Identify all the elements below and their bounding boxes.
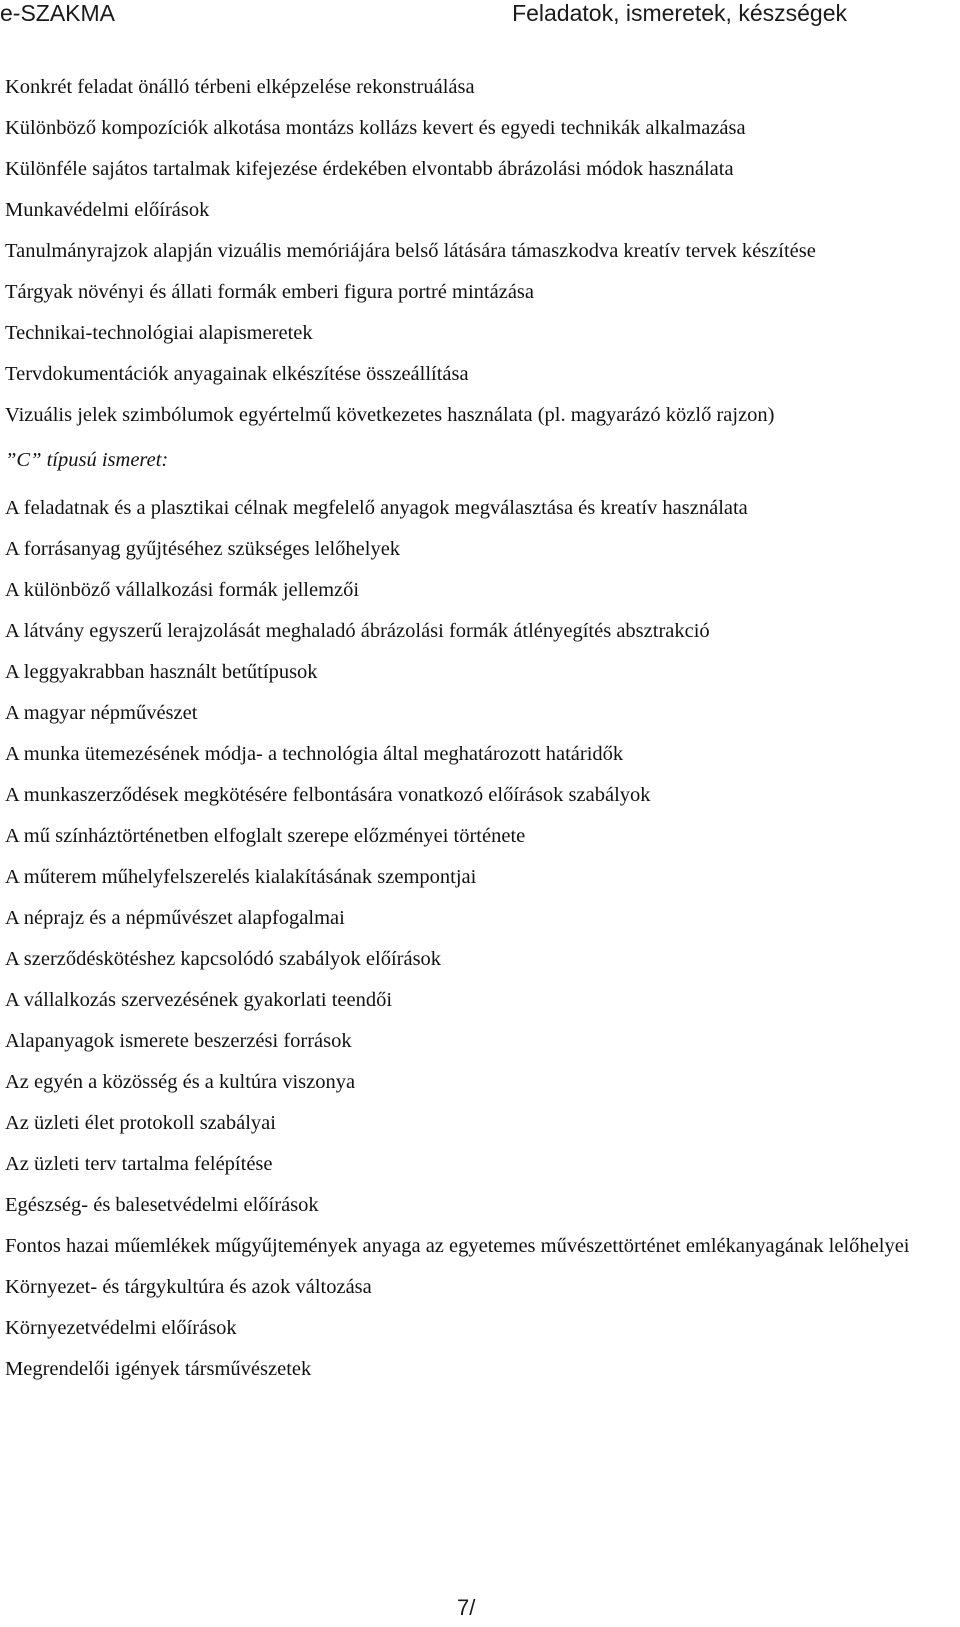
header-brand: e-SZAKMA xyxy=(0,0,116,26)
document-content xyxy=(5,72,935,1395)
list-item: Tanulmányrajzok alapján vizuális memóriájára belső látására támaszkodva kreatív tervek készítése xyxy=(5,240,816,262)
list-item: Az egyén a közösség és a kultúra viszonya xyxy=(5,1071,356,1093)
list-item: Környezet- és tárgykultúra és azok változása xyxy=(5,1276,372,1298)
list-item: A mű színháztörténetben elfoglalt szerepe előzményei története xyxy=(5,825,526,847)
list-item: A látvány egyszerű lerajzolását meghaladó ábrázolási formák átlényegítés absztrakció xyxy=(5,620,710,642)
list-item: A forrásanyag gyűjtéséhez szükséges lelőhelyek xyxy=(5,538,401,560)
list-item: Környezetvédelmi előírások xyxy=(5,1317,237,1339)
list-item: A szerződéskötéshez kapcsolódó szabályok előírások xyxy=(5,948,442,970)
list-item: A leggyakrabban használt betűtípusok xyxy=(5,661,318,683)
list-item: A munkaszerződések megkötésére felbontására vonatkozó előírások szabályok xyxy=(5,784,651,806)
list-item: Vizuális jelek szimbólumok egyértelmű következetes használata (pl. magyarázó közlő rajzon) xyxy=(5,404,775,426)
list-item: Konkrét feladat önálló térbeni elképzelése rekonstruálása xyxy=(5,76,475,98)
list-item: A néprajz és a népművészet alapfogalmai xyxy=(5,907,345,929)
list-item: Fontos hazai műemlékek műgyűjtemények anyaga az egyetemes művészettörténet emlékanyagának lelőhelyei xyxy=(5,1235,910,1257)
list-item: Alapanyagok ismerete beszerzési források xyxy=(5,1030,352,1052)
page-number: 7/ xyxy=(457,1595,476,1620)
list-item: Tárgyak növényi és állati formák emberi figura portré mintázása xyxy=(5,281,534,303)
list-item: Technikai-technológiai alapismeretek xyxy=(5,322,313,344)
page-header xyxy=(0,0,960,40)
list-item: Különféle sajátos tartalmak kifejezése érdekében elvontabb ábrázolási módok használata xyxy=(5,158,734,180)
list-item: A műterem műhelyfelszerelés kialakításának szempontjai xyxy=(5,866,477,888)
list-item: A feladatnak és a plasztikai célnak megfelelő anyagok megválasztása és kreatív használata xyxy=(5,497,748,519)
list-item: A magyar népművészet xyxy=(5,702,198,724)
list-item: Egészség- és balesetvédelmi előírások xyxy=(5,1194,319,1216)
list-item: Tervdokumentációk anyagainak elkészítése összeállítása xyxy=(5,363,469,385)
list-item: Az üzleti élet protokoll szabályai xyxy=(5,1112,276,1134)
list-item: Megrendelői igények társművészetek xyxy=(5,1358,312,1380)
list-item: Munkavédelmi előírások xyxy=(5,199,210,221)
section-c-heading: ”C” típusú ismeret: xyxy=(5,449,169,471)
knowledge-list-b xyxy=(5,72,935,430)
list-item: A különböző vállalkozási formák jellemzői xyxy=(5,579,360,601)
list-item: A vállalkozás szervezésének gyakorlati teendői xyxy=(5,989,393,1011)
list-item: Különböző kompozíciók alkotása montázs kollázs kevert és egyedi technikák alkalmazása xyxy=(5,117,746,139)
list-item: Az üzleti terv tartalma felépítése xyxy=(5,1153,273,1175)
list-item: A munka ütemezésének módja- a technológia által meghatározott határidők xyxy=(5,743,624,765)
header-section-title: Feladatok, ismeretek, készségek xyxy=(512,0,847,26)
knowledge-list-c xyxy=(5,493,935,1384)
